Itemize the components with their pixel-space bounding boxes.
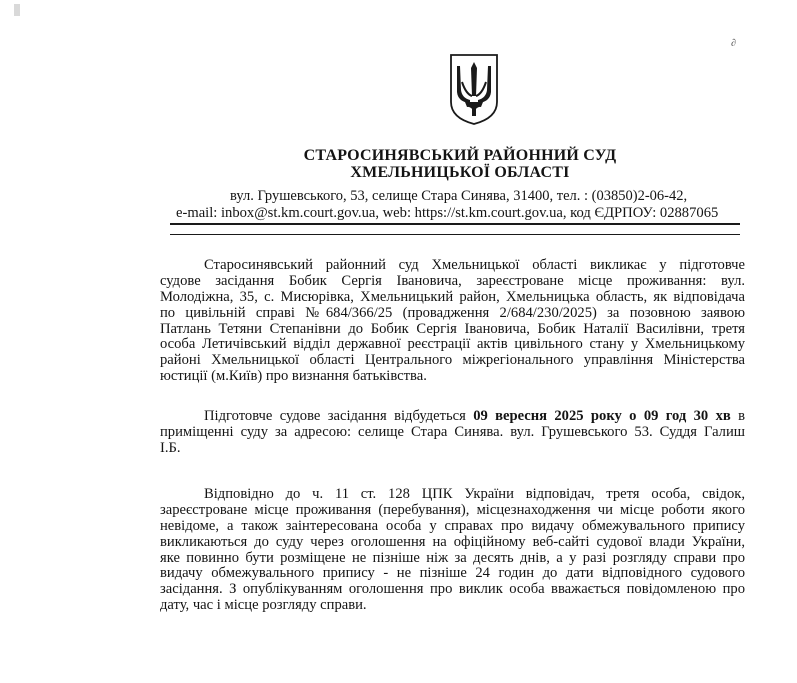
header-divider bbox=[170, 223, 740, 225]
text-line: Молодіжна, 35, с. Мисюрівка, Хмельницький район, Хмельницька область, як відповідача bbox=[160, 288, 745, 305]
court-contacts: e-mail: inbox@st.km.court.gov.ua, web: https://st.km.court.gov.ua, код ЄДРПОУ: 02887065 bbox=[176, 205, 719, 221]
text-line: судове засідання Бобик Сергія Івановича, зареєстроване місце проживання: вул. bbox=[160, 272, 745, 289]
text-line: зареєстроване місце проживання (перебування), місцезнаходження чи місце роботи якого bbox=[160, 501, 745, 518]
text-line: юстиції (м.Київ) про визнання батьківства. bbox=[160, 368, 427, 385]
text-line: видачу обмежувального припису - не пізніше 24 годин до дати відповідного судового bbox=[160, 565, 745, 582]
court-address: вул. Грушевського, 53, селище Стара Синява, 31400, тел. : (03850)2-06-42, bbox=[230, 188, 688, 204]
text-line: особа Летичівський відділ державної реєстрації актів цивільного стану у Хмельницькому bbox=[160, 336, 745, 353]
text-line: Патлань Тетяни Степанівни до Бобик Сергія Івановича, Бобик Наталії Василівни, третя bbox=[160, 320, 745, 337]
trident-coat-of-arms-icon bbox=[448, 52, 500, 126]
legal-notice-paragraph bbox=[160, 487, 745, 614]
hearing-datetime: 09 вересня 2025 року о 09 год 30 хв bbox=[473, 408, 731, 424]
text-line: яке повинно бути розміщене не пізніше ніж за десять днів, а у разі розгляду справи про bbox=[160, 549, 745, 566]
text-line: районі Хмельницької області Центрального міжрегіонального управління Міністерства bbox=[160, 352, 745, 369]
header-divider-thin bbox=[170, 234, 740, 235]
text-line: по цивільній справі №684/366/25 (провадження 2/684/230/2025) за позовною заявою bbox=[160, 304, 745, 321]
text-line: І.Б. bbox=[160, 439, 181, 456]
hearing-date-paragraph bbox=[160, 409, 745, 457]
text-line: приміщенні суду за адресою: селище Стара Синява. вул. Грушевського 53. Суддя Галиш bbox=[160, 423, 745, 440]
summons-paragraph bbox=[160, 258, 745, 385]
text-line: Відповідно до ч. 11 ст. 128 ЦПК України відповідач, третя особа, свідок, bbox=[204, 486, 745, 502]
text-line: Старосинявський районний суд Хмельницької області викликає у підготовче bbox=[204, 257, 745, 273]
scan-artifact bbox=[14, 4, 20, 16]
text-line: засідання. З опублікуванням оголошення про виклик особа вважається повідомленою про bbox=[160, 581, 745, 598]
court-name-line2: ХМЕЛЬНИЦЬКОЇ ОБЛАСТІ bbox=[350, 164, 570, 181]
corner-mark: ∂ bbox=[731, 38, 736, 49]
court-name-line1: СТАРОСИНЯВСЬКИЙ РАЙОННИЙ СУД bbox=[303, 147, 617, 164]
text-line: Підготовче судове засідання відбудеться 09 вересня 2025 року о 09 год 30 хв в bbox=[204, 408, 745, 424]
text-line: невідоме, а також заінтересована особа у справах про видачу обмежувального припису bbox=[160, 517, 745, 534]
text-line: дату, час і місце розгляду справи. bbox=[160, 597, 367, 614]
text-line: викликаються до суду через оголошення на офіційному веб-сайті судової влади України, bbox=[160, 533, 745, 550]
